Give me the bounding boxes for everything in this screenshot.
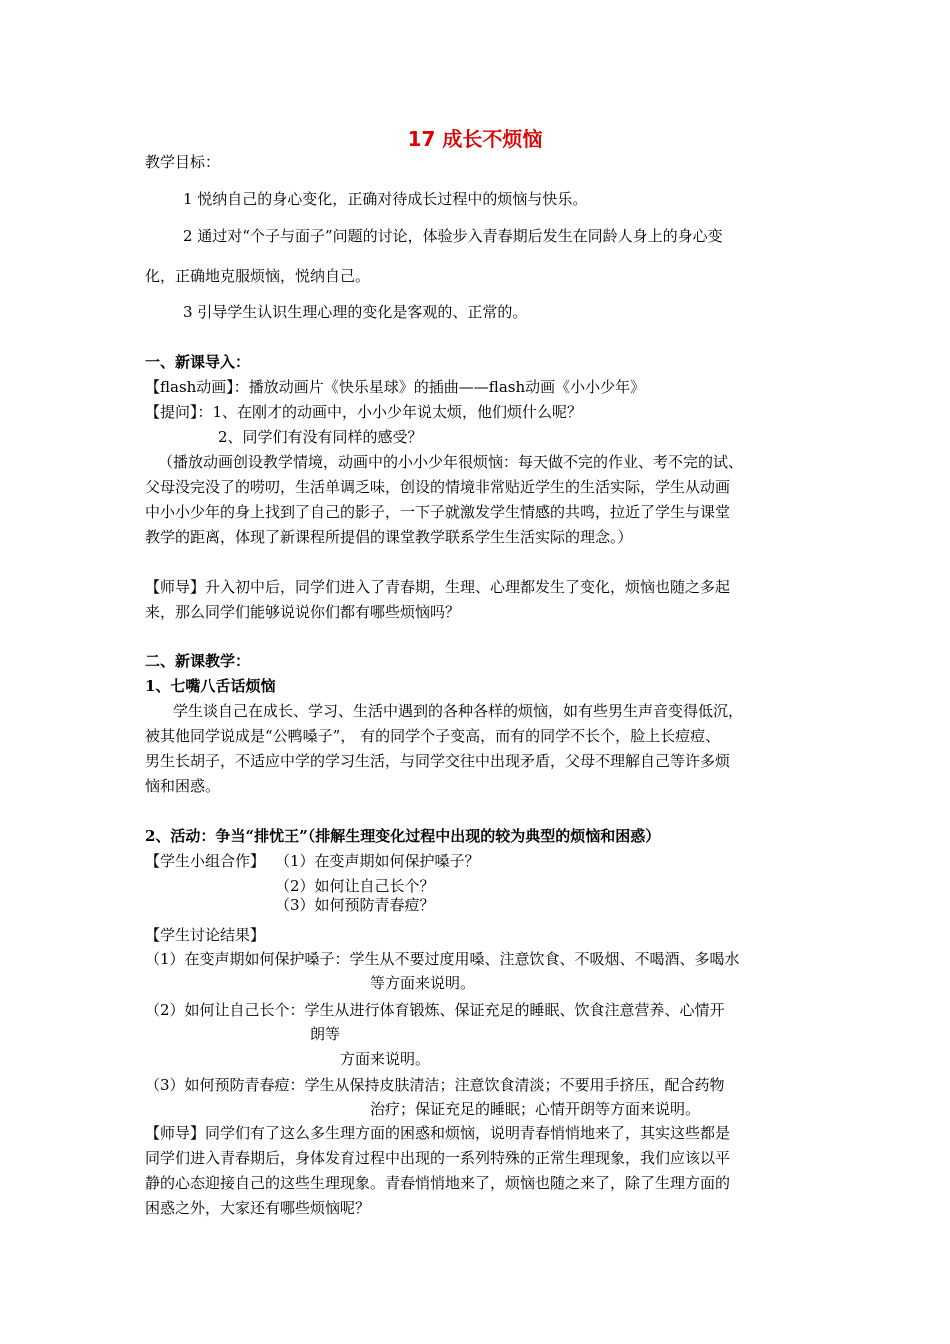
subsection1-line: 学生谈自己在成长、学习、生活中遇到的各种各样的烦恼，如有些男生声音变得低沉， [173, 702, 744, 720]
section2-heading: 二、新课教学： [145, 652, 251, 670]
subsection2-heading: 2、活动：争当“排忧王”（排解生理变化过程中出现的较为典型的烦恼和困惑） [145, 827, 661, 845]
objectives-heading: 教学目标： [145, 153, 221, 171]
result-3-line1: （3）如何预防青春痘：学生从保持皮肤清洁；注意饮食清淡；不要用手挤压，配合药物 [145, 1076, 725, 1094]
intro-note-line: 父母没完没了的唠叨，生活单调乏味，创设的情境非常贴近学生的生活实际，学生从动画 [145, 478, 731, 496]
subsection1-line: 恼和困惑。 [145, 777, 221, 795]
intro-note-line: （播放动画创设教学情境，动画中的小小少年很烦恼：每天做不完的作业、考不完的试、 [158, 453, 744, 471]
teacher-guide-2-line: 困惑之外，大家还有哪些烦恼呢？ [145, 1199, 371, 1217]
question-1: 【提问】：1、在刚才的动画中，小小少年说太烦，他们烦什么呢？ [145, 403, 583, 421]
result-2-line2: 朗等 [310, 1025, 341, 1043]
objective-3: 3 引导学生认识生理心理的变化是客观的、正常的。 [183, 303, 528, 321]
flash-line: 【flash动画】：播放动画片《快乐星球》的插曲——flash动画《小小少年》 [145, 378, 646, 396]
group-work-label: 【学生小组合作】 [145, 852, 266, 870]
group-question-1: （1）在变声期如何保护嗓子？ [275, 852, 480, 870]
teacher-guide-2-line: 【师导】同学们有了这么多生理方面的困惑和烦恼，说明青春悄悄地来了，其实这些都是 [145, 1124, 731, 1142]
subsection1-heading: 1、七嘴八舌话烦恼 [145, 677, 276, 695]
teacher-guide-line: 来，那么同学们能够说说你们都有哪些烦恼吗？ [145, 603, 461, 621]
teacher-guide-2-line: 同学们进入青春期后，身体发育过程中出现的一系列特殊的正常生理现象，我们应该以平 [145, 1149, 731, 1167]
objective-2-line1: 2 通过对“个子与面子”问题的讨论，体验步入青春期后发生在同龄人身上的身心变 [183, 227, 723, 245]
result-3-line2: 治疗；保证充足的睡眠；心情开朗等方面来说明。 [370, 1100, 701, 1118]
intro-note-line: 教学的距离，体现了新课程所提倡的课堂教学联系学生生活实际的理念。） [145, 528, 633, 546]
discussion-result-heading: 【学生讨论结果】 [145, 926, 266, 944]
result-1-line1: （1）在变声期如何保护嗓子：学生从不要过度用嗓、注意饮食、不吸烟、不喝酒、多喝水 [145, 950, 740, 968]
section1-heading: 一、新课导入： [145, 353, 251, 371]
subsection1-line: 男生长胡子，不适应中学的学习生活，与同学交往中出现矛盾，父母不理解自己等许多烦 [145, 752, 731, 770]
objective-1: 1 悦纳自己的身心变化，正确对待成长过程中的烦恼与快乐。 [183, 190, 588, 208]
subsection1-line: 被其他同学说成是“公鸭嗓子”， 有的同学个子变高，而有的同学不长个，脸上长痘痘、 [145, 727, 721, 745]
document-title: 17 成长不烦恼 [407, 127, 543, 151]
intro-note-line: 中小小少年的身上找到了自己的影子，一下子就激发学生情感的共鸣，拉近了学生与课堂 [145, 503, 731, 521]
question-2: 2、同学们有没有同样的感受？ [218, 428, 423, 446]
result-1-line2: 等方面来说明。 [370, 974, 476, 992]
group-question-3: （3）如何预防青春痘？ [275, 896, 435, 914]
teacher-guide-line: 【师导】升入初中后，同学们进入了青春期，生理、心理都发生了变化，烦恼也随之多起 [145, 578, 731, 596]
group-question-2: （2）如何让自己长个？ [275, 877, 435, 895]
result-2-line1: （2）如何让自己长个：学生从进行体育锻炼、保证充足的睡眠、饮食注意营养、心情开 [145, 1001, 725, 1019]
objective-2-line2: 化，正确地克服烦恼，悦纳自己。 [145, 267, 371, 285]
teacher-guide-2-line: 静的心态迎接自己的这些生理现象。青春悄悄地来了，烦恼也随之来了，除了生理方面的 [145, 1174, 731, 1192]
result-2-line3: 方面来说明。 [340, 1050, 431, 1068]
